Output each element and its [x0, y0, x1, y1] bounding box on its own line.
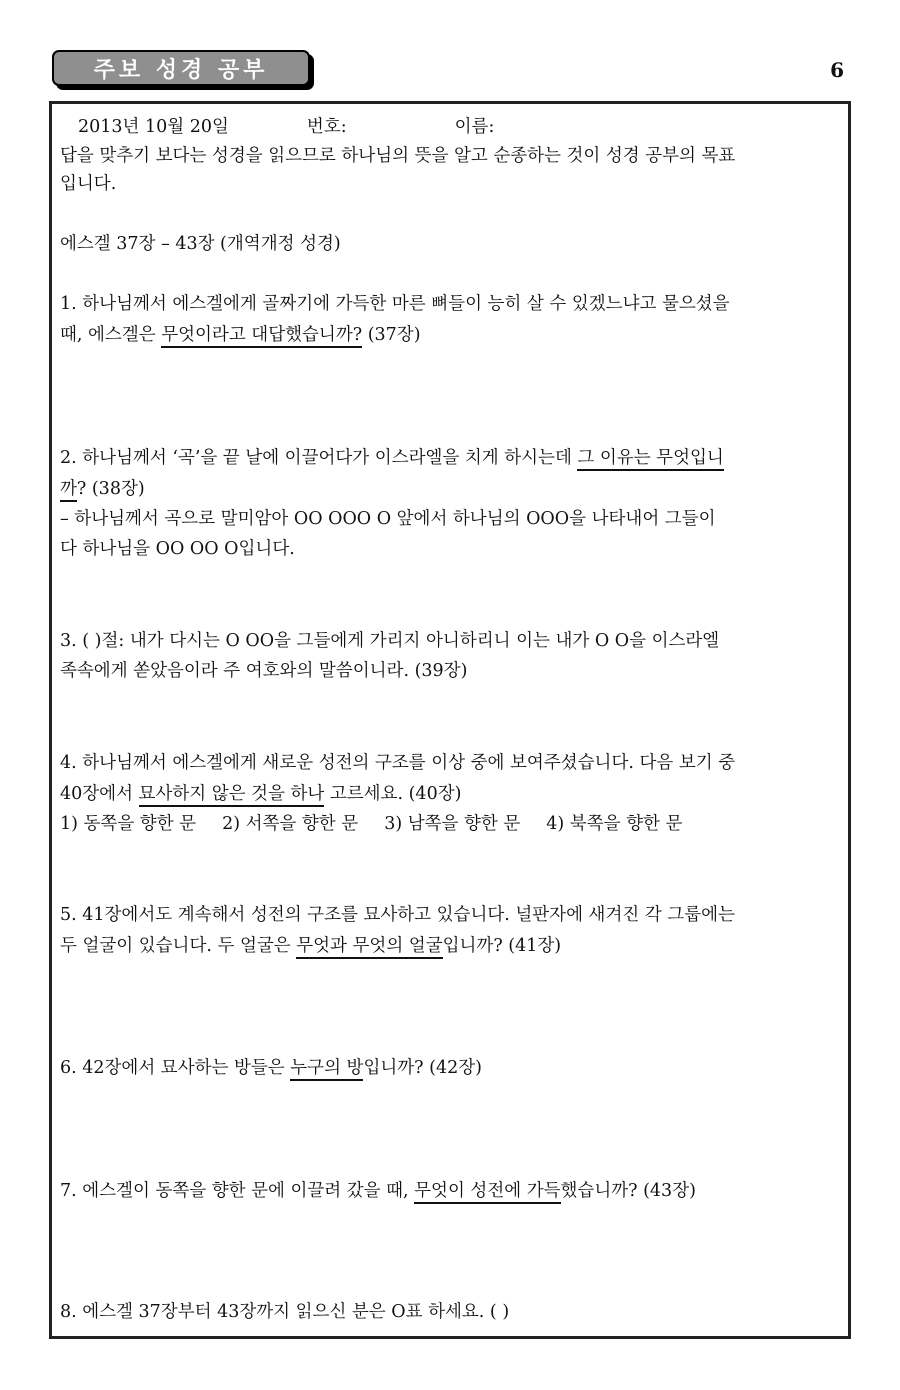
q1-underlined-prompt: 무엇이라고 대답했습니까?	[161, 325, 362, 348]
question-2-line-2	[60, 478, 844, 500]
number-label: 번호:	[306, 117, 347, 137]
question-2-line-1	[60, 447, 844, 469]
q6-chapter: 입니까? (42장)	[363, 1058, 482, 1078]
q2-text: 2. 하나님께서 ‘곡’을 끝 날에 이끌어다가 이스라엘을 치게 하시는데	[60, 448, 578, 468]
q2-underlined-prompt-end: 까	[60, 479, 77, 502]
q5-text: 두 얼굴이 있습니다. 두 얼굴은	[60, 936, 297, 956]
question-3-line-2: 족속에게 쏟았음이라 주 여호와의 말씀이니라. (39장)	[60, 661, 468, 681]
q4-chapter: 고르세요. (40장)	[324, 784, 462, 804]
question-2-hint-line-1: – 하나님께서 곡으로 말미암아 OO OOO O 앞에서 하나님의 OOO을 나타내어 그들이	[60, 509, 716, 529]
question-5-line-2	[60, 935, 844, 957]
question-1-line-2	[60, 324, 844, 346]
question-6-line-1	[60, 1057, 844, 1079]
question-5-line-1: 5. 41장에서도 계속해서 성전의 구조를 묘사하고 있습니다. 널판자에 새겨진 각 그룹에는	[60, 905, 735, 925]
q6-text: 6. 42장에서 묘사하는 방들은	[60, 1058, 291, 1078]
q2-underlined-prompt: 그 이유는 무엇입니	[577, 448, 723, 471]
reading-range: 에스겔 37장 – 43장 (개역개정 성경)	[60, 234, 341, 254]
question-2-hint-line-2: 다 하나님을 OO OO O입니다.	[60, 539, 295, 559]
q7-text: 7. 에스겔이 동쪽을 향한 문에 이끌려 갔을 때,	[60, 1181, 415, 1201]
q1-chapter: (37장)	[362, 325, 421, 345]
q4-option-2: 2) 서쪽을 향한 문	[222, 814, 359, 834]
page-number: 6	[830, 58, 844, 82]
meta-line	[60, 116, 844, 138]
question-4-options	[60, 813, 844, 835]
question-1-line-1: 1. 하나님께서 에스겔에게 골짜기에 가득한 마른 뼈들이 능히 살 수 있겠느냐고 물으셨을	[60, 294, 730, 314]
q2-chapter: ? (38장)	[76, 479, 145, 499]
worksheet-frame	[49, 101, 851, 1339]
question-4-line-2	[60, 783, 844, 805]
question-7-line-1	[60, 1180, 844, 1202]
intro-line-2: 입니다.	[60, 174, 117, 194]
q7-underlined-prompt: 무엇이 성전에 가득	[414, 1181, 560, 1204]
intro-line-1: 답을 맞추기 보다는 성경을 읽으므로 하나님의 뜻을 알고 순종하는 것이 성경 공부의 목표	[60, 146, 736, 166]
question-3-line-1: 3. ( )절: 내가 다시는 O OO을 그들에게 가리지 아니하리니 이는 내가 O O을 이스라엘	[60, 631, 720, 651]
name-label: 이름:	[454, 117, 495, 137]
date-text: 2013년 10월 20일	[78, 117, 229, 137]
q4-text: 40장에서	[60, 784, 139, 804]
q6-underlined-prompt: 누구의 방	[290, 1058, 363, 1081]
q7-chapter: 했습니까? (43장)	[560, 1181, 696, 1201]
q5-chapter: 입니까? (41장)	[442, 936, 562, 956]
q4-option-3: 3) 남쪽을 향한 문	[384, 814, 521, 834]
q1-text: 때, 에스겔은	[60, 325, 162, 345]
q4-option-4: 4) 북쪽을 향한 문	[546, 814, 683, 834]
q4-option-1: 1) 동쪽을 향한 문	[60, 814, 197, 834]
q4-underlined-prompt: 묘사하지 않은 것을 하나	[139, 784, 325, 807]
q5-underlined-prompt: 무엇과 무엇의 얼굴	[296, 936, 442, 959]
question-8-line-1: 8. 에스겔 37장부터 43장까지 읽으신 분은 O표 하세요. ( )	[60, 1302, 510, 1322]
worksheet-title-box	[52, 50, 310, 86]
worksheet-title: 주보 성경 공부	[93, 57, 269, 83]
question-4-line-1: 4. 하나님께서 에스겔에게 새로운 성전의 구조를 이상 중에 보여주셨습니다. 다음 보기 중	[60, 753, 736, 773]
